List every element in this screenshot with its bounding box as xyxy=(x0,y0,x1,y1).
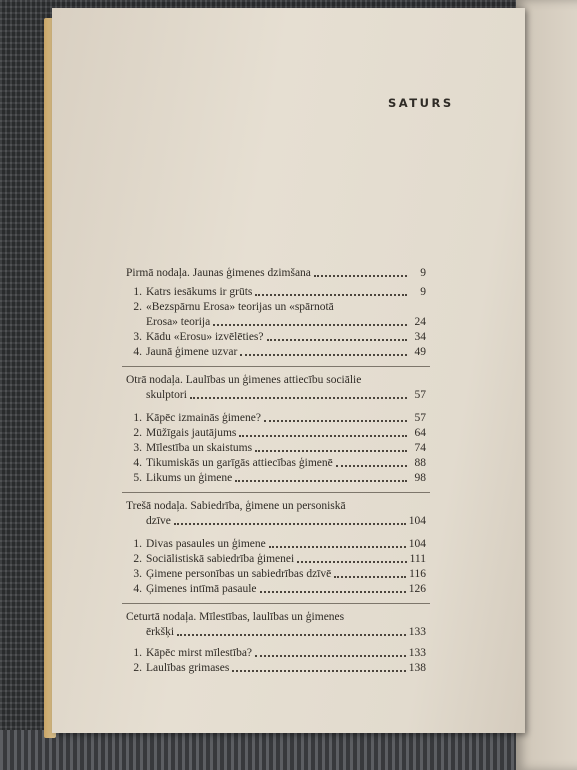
entry-title-line-2: Erosa» teorija xyxy=(146,316,211,328)
chapter-title-row xyxy=(126,388,426,403)
entry-page-number: 111 xyxy=(409,553,426,565)
chapter-title-line-1: Trešā nodaļa. Sabiedrība, ģimene un personiskā xyxy=(126,500,346,512)
chapter-4 xyxy=(126,610,426,676)
entry-number: 2. xyxy=(133,662,142,674)
entry-title: Tikumiskās un garīgās attiecības ģimenē xyxy=(146,457,333,469)
entry-title: Katrs iesākums ir grūts xyxy=(146,286,253,298)
entry-title: Divas pasaules un ģimene xyxy=(146,538,266,550)
entry-number: 3. xyxy=(133,442,142,454)
entry-page-number: 138 xyxy=(408,662,426,674)
rug-background xyxy=(0,730,577,770)
entry-page-number: 64 xyxy=(414,427,426,439)
toc-entry xyxy=(126,441,426,456)
entry-title: Jaunā ģimene uzvar xyxy=(146,346,238,358)
dot-leader xyxy=(336,465,407,467)
entry-page-number: 9 xyxy=(420,286,426,298)
toc-entry xyxy=(126,582,426,597)
entry-page-number: 49 xyxy=(414,346,426,358)
toc-entry xyxy=(126,661,426,676)
chapter-title: Pirmā nodaļa. Jaunas ģimenes dzimšana xyxy=(126,267,311,279)
chapter-title-row xyxy=(126,266,426,281)
dot-leader xyxy=(190,397,407,399)
dot-leader xyxy=(235,480,407,482)
entry-page-number: 88 xyxy=(414,457,426,469)
chapter-page-number: 104 xyxy=(408,515,426,527)
dot-leader xyxy=(314,275,407,277)
toc-entry xyxy=(126,646,426,661)
entry-number: 4. xyxy=(133,457,142,469)
entry-number: 2. xyxy=(133,427,142,439)
dot-leader xyxy=(255,294,407,296)
entry-page-number: 126 xyxy=(408,583,426,595)
section-divider xyxy=(122,366,430,367)
chapter-title-line-1: Otrā nodaļa. Laulības un ģimenes attiecību sociālie xyxy=(126,374,362,386)
entry-number: 1. xyxy=(133,647,142,659)
entry-title: Kāpēc izmainās ģimene? xyxy=(146,412,261,424)
entry-title: Kādu «Erosu» izvēlēties? xyxy=(146,331,264,343)
toc-entry xyxy=(126,345,426,360)
entry-number: 1. xyxy=(133,286,142,298)
toc-entry xyxy=(126,300,426,330)
toc-entry xyxy=(126,426,426,441)
chapter-3 xyxy=(126,499,426,597)
book-page xyxy=(52,8,525,733)
chapter-2 xyxy=(126,373,426,486)
entry-number: 4. xyxy=(133,346,142,358)
toc-entry xyxy=(126,456,426,471)
dot-leader xyxy=(264,420,407,422)
entry-number: 5. xyxy=(133,472,142,484)
entry-title: Ģimenes intīmā pasaule xyxy=(146,583,257,595)
entry-title: Sociālistiskā sabiedrība ģimenei xyxy=(146,553,295,565)
page-heading: SATURS xyxy=(388,96,454,110)
toc-entry xyxy=(126,330,426,345)
entry-title: Kāpēc mirst mīlestība? xyxy=(146,647,253,659)
entry-page-number: 104 xyxy=(408,538,426,550)
entry-title: Laulības grimases xyxy=(146,662,230,674)
dot-leader xyxy=(255,655,406,657)
toc-entry xyxy=(126,471,426,486)
entry-page-number: 98 xyxy=(414,472,426,484)
entry-line xyxy=(126,315,426,330)
dot-leader xyxy=(239,435,407,437)
entry-page-number: 57 xyxy=(414,412,426,424)
section-divider xyxy=(122,492,430,493)
chapter-page-number: 133 xyxy=(408,626,426,638)
entry-line xyxy=(126,300,426,315)
toc-entry xyxy=(126,567,426,582)
dot-leader xyxy=(269,546,406,548)
chapter-entries xyxy=(126,537,426,597)
chapter-title-row xyxy=(126,625,426,640)
dot-leader xyxy=(213,324,407,326)
entry-page-number: 74 xyxy=(414,442,426,454)
entry-number: 2. xyxy=(133,553,142,565)
chapter-title-row xyxy=(126,514,426,529)
entry-title: Ģimene personības un sabiedrības dzīvē xyxy=(146,568,332,580)
toc-entry xyxy=(126,537,426,552)
chapter-entries xyxy=(126,646,426,676)
entry-number: 3. xyxy=(133,568,142,580)
toc-entry xyxy=(126,411,426,426)
section-divider xyxy=(122,603,430,604)
dot-leader xyxy=(260,591,406,593)
dot-leader xyxy=(255,450,407,452)
facing-page xyxy=(516,0,577,770)
entry-number: 1. xyxy=(133,412,142,424)
entry-title: Mūžīgais jautājums xyxy=(146,427,237,439)
entry-page-number: 34 xyxy=(414,331,426,343)
toc-entry xyxy=(126,285,426,300)
entry-page-number: 116 xyxy=(409,568,426,580)
dot-leader xyxy=(297,561,406,563)
entry-title-line-1: «Bezspārnu Erosa» teorijas un «spārnotā xyxy=(146,301,334,313)
entry-page-number: 133 xyxy=(408,647,426,659)
chapter-page-number: 57 xyxy=(414,389,426,401)
chapter-title-line-1: Ceturtā nodaļa. Mīlestības, laulības un ģimenes xyxy=(126,611,345,623)
entry-number: 1. xyxy=(133,538,142,550)
toc-entry xyxy=(126,552,426,567)
chapter-title-line-2: skulptori xyxy=(146,389,187,401)
chapter-1 xyxy=(126,266,426,360)
entry-title: Mīlestība un skaistums xyxy=(146,442,253,454)
dot-leader xyxy=(267,339,407,341)
chapter-entries xyxy=(126,411,426,486)
entry-number: 3. xyxy=(133,331,142,343)
entry-title: Likums un ģimene xyxy=(146,472,233,484)
dot-leader xyxy=(177,634,406,636)
entry-number: 2. xyxy=(133,301,142,313)
chapter-page-number: 9 xyxy=(420,267,426,279)
chapter-title-line-2: dzīve xyxy=(146,515,171,527)
dot-leader xyxy=(174,523,406,525)
dot-leader xyxy=(334,576,406,578)
entry-page-number: 24 xyxy=(414,316,426,328)
table-of-contents xyxy=(126,266,426,678)
chapter-entries xyxy=(126,285,426,360)
dot-leader xyxy=(240,354,407,356)
dot-leader xyxy=(232,670,405,672)
entry-number: 4. xyxy=(133,583,142,595)
chapter-title-line-2: ērkšķi xyxy=(146,626,175,638)
